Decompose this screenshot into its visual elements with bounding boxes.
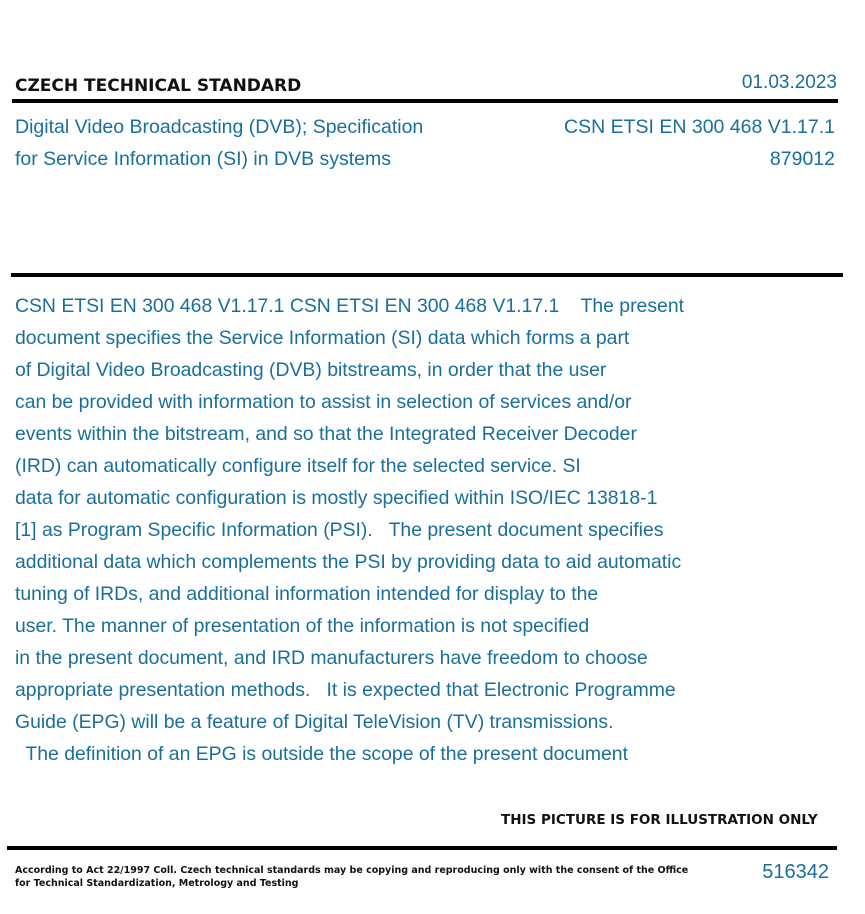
publication-date: 01.03.2023 — [741, 72, 837, 93]
document-title-line-1: Digital Video Broadcasting (DVB); Specification — [15, 116, 424, 138]
header-divider — [12, 99, 838, 103]
illustration-notice: THIS PICTURE IS FOR ILLUSTRATION ONLY — [501, 812, 818, 828]
standard-type-label: CZECH TECHNICAL STANDARD — [15, 76, 302, 96]
copyright-notice: According to Act 22/1997 Coll. Czech technical standards may be copying and reproducing only with the consent of the Office for Technical Standardization, Metrology and Testing — [15, 865, 689, 889]
footer-number: 516342 — [762, 861, 829, 883]
title-divider — [11, 273, 843, 277]
document-abstract: CSN ETSI EN 300 468 V1.17.1 CSN ETSI EN 300 468 V1.17.1 The present document specifies the Service Information (SI) data which forms a part of Digital Video Broadcasting (DVB) bitstreams, in order that the user can be provided with information to assist in selection of services and/or events within the bitstream, and so that the Integrated Receiver Decoder (IRD) can automatically configure itself for the selected service. SI data for automatic configuration is mostly specified within ISO/IEC 13818-1 [1] as Program Specific Information (PSI). The present document specifies additional data which complements the PSI by providing data to aid automatic tuning of IRDs, and additional information intended for display to the user. The manner of presentation of the information is not specified in the present document, and IRD manufacturers have freedom to choose appropriate presentation methods. It is expected that Electronic Programme Guide (EPG) will be a feature of Digital TeleVision (TV) transmissions. The definition of an EPG is outside the scope of the present document — [15, 295, 684, 765]
standard-code: CSN ETSI EN 300 468 V1.17.1 — [564, 116, 835, 138]
document-title-line-2: for Service Information (SI) in DVB systems — [15, 148, 392, 170]
catalog-number: 879012 — [769, 148, 835, 170]
footer-divider — [7, 846, 837, 850]
